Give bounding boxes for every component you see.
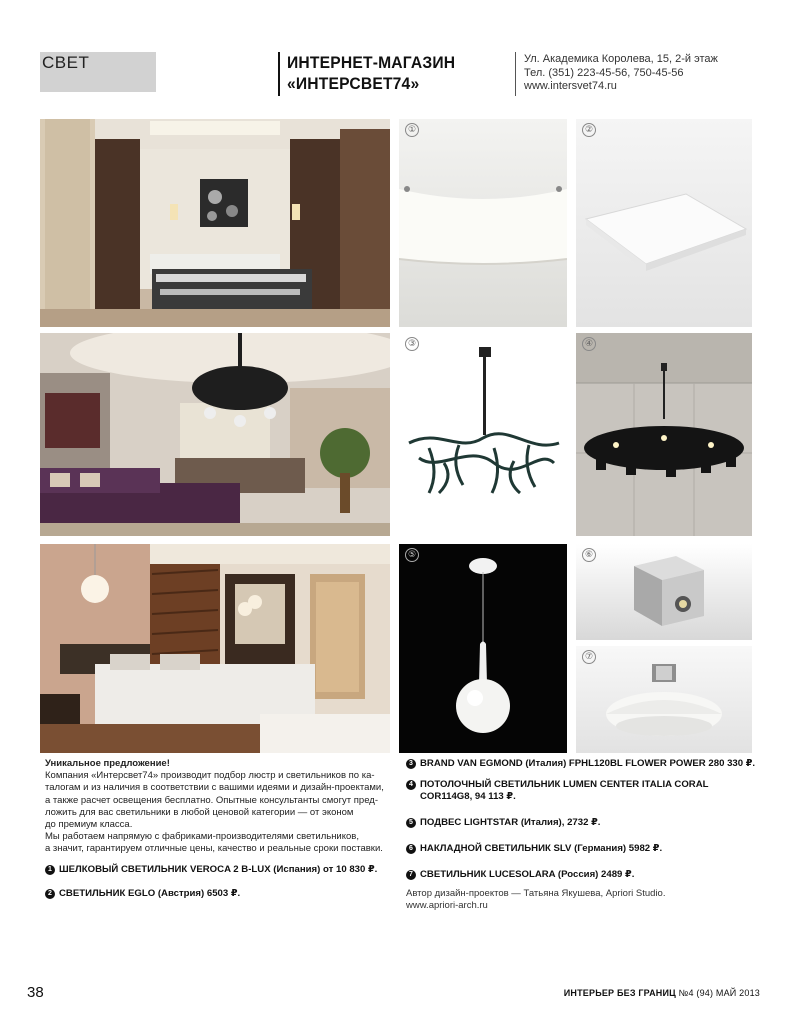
- shop-title-line1: ИНТЕРНЕТ-МАГАЗИН: [287, 53, 456, 72]
- contacts-divider: [515, 52, 516, 96]
- product-photo-2: [576, 119, 752, 327]
- offer-line: Компания «Интерсвет74» производит подбор люстр и светильников по ка-: [45, 770, 375, 782]
- product-caption: НАКЛАДНОЙ СВЕТИЛЬНИК SLV (Германия) 5982 ₽.: [420, 843, 663, 854]
- product-item: [45, 864, 395, 876]
- product-photo-6: [576, 544, 752, 640]
- page-number: 38: [27, 984, 44, 1001]
- offer-line: Мы работаем напрямую с фабриками-производителями светильников,: [45, 831, 359, 843]
- photo-number-2: ②: [582, 123, 596, 137]
- address: Ул. Академика Королева, 15, 2-й этаж: [524, 53, 718, 65]
- photo-number-5: ⑤: [405, 548, 419, 562]
- offer-line: ложить для вас светильники в любой ценовой категории — от эконом: [45, 806, 354, 818]
- product-photo-7: [576, 646, 752, 753]
- photo-number-6: ⑥: [582, 548, 596, 562]
- number-bullet: 4: [406, 780, 416, 790]
- issue-info: №4 (94) МАЙ 2013: [678, 988, 760, 998]
- credit: [406, 888, 665, 912]
- product-item: [406, 843, 756, 855]
- product-photo-3: [399, 333, 567, 536]
- website-link[interactable]: www.intersvet74.ru: [524, 80, 617, 92]
- product-item: [45, 888, 395, 900]
- photo-number-4: ④: [582, 337, 596, 351]
- number-bullet: 6: [406, 844, 416, 854]
- number-bullet: 5: [406, 818, 416, 828]
- offer-line: талогам и из наличия в соответствии с вашими идеями и дизайн-проектами,: [45, 782, 384, 794]
- credit-author: Автор дизайн-проектов — Татьяна Якушева, Apriori Studio.: [406, 888, 666, 899]
- product-list-left: [45, 864, 395, 912]
- magazine-footer: [564, 988, 760, 998]
- product-caption: СВЕТИЛЬНИК LUCESOLARA (Россия) 2489 ₽.: [420, 869, 635, 880]
- number-bullet: 2: [45, 889, 55, 899]
- product-photo-5: [399, 544, 567, 753]
- section-tab: [40, 52, 156, 92]
- offer-text: [45, 758, 395, 856]
- phone: Тел. (351) 223-45-56, 750-45-56: [524, 66, 684, 79]
- photo-number-7: ⑦: [582, 650, 596, 664]
- product-caption: ПОТОЛОЧНЫЙ СВЕТИЛЬНИК LUMEN CENTER ITALIA CORAL COR114G8, 94 113 ₽.: [420, 779, 709, 802]
- magazine-name: ИНТЕРЬЕР БЕЗ ГРАНИЦ: [563, 988, 676, 998]
- shop-title-line2: «ИНТЕРСВЕТ74»: [287, 74, 420, 93]
- number-bullet: 1: [45, 865, 55, 875]
- product-item: [406, 817, 756, 829]
- number-bullet: 7: [406, 870, 416, 880]
- product-item: [406, 869, 756, 881]
- photo-number-3: ③: [405, 337, 419, 351]
- product-caption: BRAND VAN EGMOND (Италия) FPHL120BL FLOWER POWER 280 330 ₽.: [420, 758, 756, 769]
- product-item: [406, 758, 756, 770]
- bedroom-interior-photo: [40, 119, 390, 327]
- contacts: [524, 53, 718, 94]
- bedroom-2-interior-photo: [40, 544, 390, 753]
- product-photo-1: [399, 119, 567, 327]
- living-room-interior-photo: [40, 333, 390, 536]
- shop-title: [287, 52, 455, 94]
- header-divider: [278, 52, 280, 96]
- number-bullet: 3: [406, 759, 416, 769]
- offer-line: а значит, гарантируем отличные цены, качество и реальные сроки поставки.: [45, 843, 383, 855]
- product-photo-4: [576, 333, 752, 536]
- product-caption: СВЕТИЛЬНИК EGLO (Австрия) 6503 ₽.: [59, 888, 241, 899]
- offer-heading: Уникальное предложение!: [45, 758, 170, 769]
- offer-line: а также расчет освещения бесплатно. Опытные консультанты смогут пред-: [45, 794, 378, 806]
- product-item: [406, 779, 756, 803]
- credit-website-link[interactable]: www.apriori-arch.ru: [406, 900, 488, 911]
- product-caption: ШЕЛКОВЫЙ СВЕТИЛЬНИК VEROCA 2 B-LUX (Испания) от 10 830 ₽.: [59, 864, 378, 875]
- product-caption: ПОДВЕС LIGHTSTAR (Италия), 2732 ₽.: [420, 817, 601, 828]
- photo-number-1: ①: [405, 123, 419, 137]
- section-label: СВЕТ: [42, 53, 90, 72]
- offer-line: до премиум класса.: [45, 819, 133, 831]
- product-list-right: [406, 758, 756, 890]
